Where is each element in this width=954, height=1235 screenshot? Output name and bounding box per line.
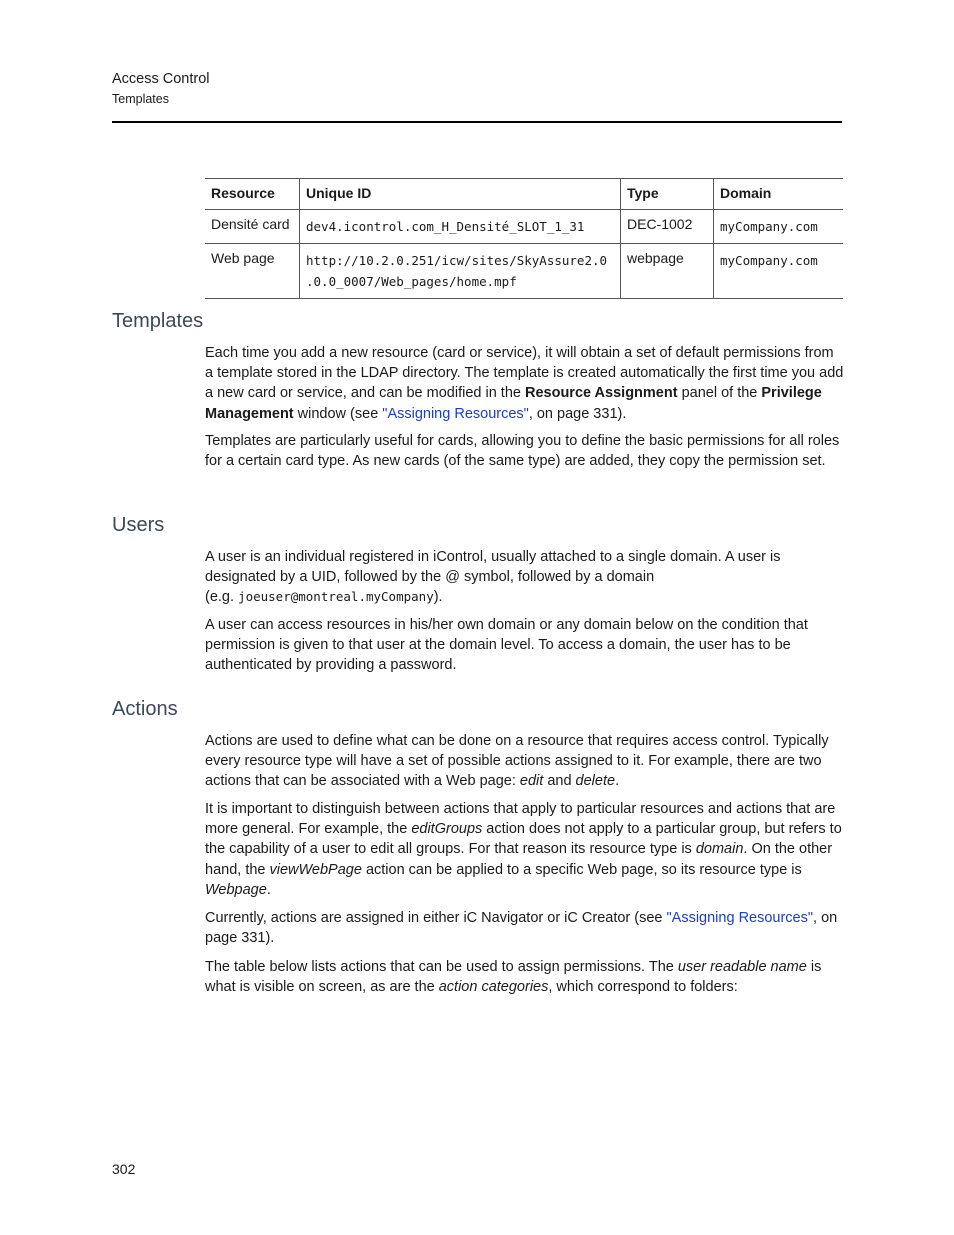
- assigning-resources-link[interactable]: "Assigning Resources": [382, 405, 529, 422]
- table-cell: Densité card: [205, 210, 300, 244]
- assigning-resources-link[interactable]: "Assigning Resources": [666, 910, 814, 926]
- table-cell: dev4.icontrol.com_H_Densité_SLOT_1_31: [300, 210, 621, 244]
- actions-paragraph-1: Actions are used to define what can be done on a resource that requires access control. Typically every resource type will have a set of possible actions assigned to it. For example, there are two actions that can be associated with a Web page: edit and delete.: [205, 733, 829, 790]
- page-number: 302: [112, 1161, 136, 1177]
- templates-heading: Templates: [112, 310, 204, 332]
- table-header-row: [205, 179, 843, 210]
- actions-heading: Actions: [112, 698, 178, 720]
- actions-paragraph-4: The table below lists actions that can be used to assign permissions. The user readable name is what is visible on screen, as are the action categories, which correspond to folders:: [205, 959, 822, 996]
- example-uid: joeuser@montreal.myCompany: [238, 589, 434, 605]
- uid-line: .0.0_0007/Web_pages/home.mpf: [306, 274, 517, 289]
- column-header: Domain: [714, 179, 844, 210]
- users-heading: Users: [112, 514, 165, 536]
- table-row: [205, 210, 843, 244]
- table-cell: Web page: [205, 244, 300, 299]
- running-header-title: Access Control: [112, 71, 210, 87]
- table-cell: [300, 244, 621, 299]
- table-cell: DEC-1002: [621, 210, 714, 244]
- templates-paragraph-1: Each time you add a new resource (card or service), it will obtain a set of default permissions from a template stored in the LDAP directory. The template is created automatically the first time you add a new card or service, and can be modified in the Resource Assignment panel of the Privilege Management window (see "Assigning Resources", on page 331).: [205, 345, 844, 422]
- users-paragraph-1: A user is an individual registered in iControl, usually attached to a single domain. A user is designated by a UID, followed by the @ symbol, followed by a domain (e.g. joeuser@montreal.myCompany).: [205, 549, 781, 606]
- table-row: [205, 244, 843, 299]
- actions-paragraph-3: Currently, actions are assigned in either iC Navigator or iC Creator (see "Assigning Resources", on page 331).: [205, 910, 838, 947]
- column-header: Unique ID: [300, 179, 621, 210]
- table-cell: myCompany.com: [714, 210, 844, 244]
- column-header: Resource: [205, 179, 300, 210]
- column-header: Type: [621, 179, 714, 210]
- actions-paragraph-2: It is important to distinguish between actions that apply to particular resources and actions that are more general. For example, the editGroups action does not apply to a particular group, but refers to the capability of a user to edit all groups. For that reason its resource type is domain. On the other hand, the viewWebPage action can be applied to a specific Web page, so its resource type is Webpage.: [205, 801, 842, 898]
- header-divider: [112, 121, 842, 123]
- uid-line: http://10.2.0.251/icw/sites/SkyAssure2.0: [306, 253, 608, 268]
- table-cell: webpage: [621, 244, 714, 299]
- resource-table: [205, 178, 843, 299]
- table-cell: myCompany.com: [714, 244, 844, 299]
- running-header-subtitle: Templates: [112, 92, 169, 106]
- templates-paragraph-2: Templates are particularly useful for cards, allowing you to define the basic permissions for all roles for a certain card type. As new cards (of the same type) are added, they copy the permission set.: [205, 433, 840, 470]
- users-paragraph-2: A user can access resources in his/her own domain or any domain below on the condition that permission is given to that user at the domain level. To access a domain, the user has to be authenticated by providing a password.: [205, 617, 808, 674]
